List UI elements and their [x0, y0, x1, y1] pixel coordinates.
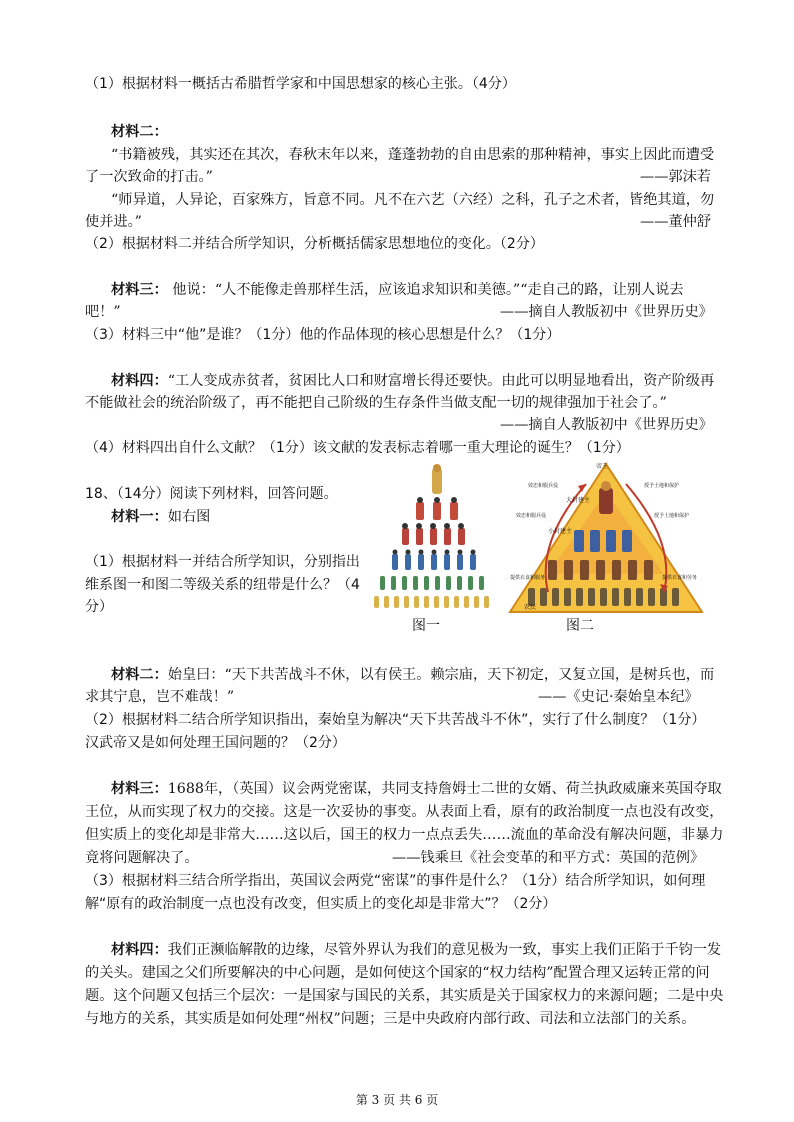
material-2-label: 材料二： [111, 124, 168, 140]
q18-sub1-line-3: 分） [85, 599, 113, 615]
figure-2-note-6: 提供衣食和劳务 [662, 575, 698, 581]
figure-2-label-peasant: 农民 [524, 604, 537, 611]
q18-material-2-source: ——《史记·秦始皇本纪》 [538, 689, 699, 705]
q18-sub3-line-2: 解“原有的政治制度一点也没有改变，但实质上的变化却是非常大”？（2分） [85, 896, 557, 912]
q18-sub2-line-2: 汉武帝又是如何处理王国问题的？（2分） [85, 735, 346, 751]
material-2-line-2: 了一次致命的打击。” [85, 169, 213, 185]
figure-2-note-3: 效忠和服兵役 [516, 513, 547, 519]
q18-material-3-line-3: 但实质上的变化却是非常大……这以后，国王的权力一点点丢失……流血的革命没有解决问题，非暴力 [85, 827, 724, 843]
q18-sub2-line-1: （2）根据材料二结合所学知识指出，秦始皇为解决“天下共苦战斗不休”，实行了什么制度？（1分） [85, 712, 706, 728]
q18-material-3-line-4: 竟将问题解决了。 [85, 850, 199, 866]
material-3-line-1: 材料三： 他说：“人不能像走兽那样生活，应该追求知识和美德。”“走自己的路，让别人说去 [111, 282, 684, 298]
question-2: （2）根据材料二并结合所学知识，分析概括儒家思想地位的变化。（2分） [85, 236, 544, 252]
figure-1-caption: 图一 [412, 618, 440, 634]
figure-2-note-5: 提供衣食和服务 [510, 575, 546, 581]
q18-material-4-line-1: 材料四：我们正濒临解散的边缘，尽管外界认为我们的意见极为一致，事实上我们正陷于千钧一发 [111, 942, 722, 958]
material-4-source: ——摘自人教版初中《世界历史》 [500, 417, 713, 433]
material-3-line-2: 吧！” [85, 304, 121, 320]
figure-1-pyramid-image [372, 462, 502, 612]
q18-sub1-line-1: （1）根据材料一并结合所学知识，分别指出 [85, 554, 360, 570]
figure-2-note-1: 效忠和服兵役 [528, 483, 559, 489]
q18-sub1-line-2: 维系图一和图二等级关系的纽带是什么？（4 [85, 577, 360, 593]
material-2-source-1: ——郭沫若 [640, 169, 711, 185]
question-1: （1）根据材料一概括古希腊哲学家和中国思想家的核心主张。（4分） [85, 76, 516, 92]
figure-2-label-king: 帝王 [596, 463, 609, 470]
q18-material-4-line-2: 的关头。建国之父们所要解决的中心问题，是如何使这个国家的“权力结构”配置合理又运转正常的问 [85, 965, 710, 981]
q18-material-2-line-2: 求其宁息，岂不难哉！” [85, 689, 235, 705]
q18-material-4-line-4: 与地方的关系，其实质是如何处理“州权”问题；三是中央政府内部行政、司法和立法部门的关系。 [85, 1011, 696, 1027]
material-2-source-2: ——董仲舒 [640, 214, 711, 230]
material-2-line-1: “书籍被残，其实还在其次，春秋末年以来，蓬蓬勃勃的自由思索的那种精神，事实上因此而遭受 [111, 147, 715, 163]
question-18-head: 18、（14分）阅读下列材料，回答问题。 [85, 486, 338, 502]
page-footer: 第 3 页 共 6 页 [355, 1093, 439, 1107]
q18-sub3-line-1: （3）根据材料三结合所学指出，英国议会两党“密谋”的事件是什么？（1分）结合所学知识，如何理 [85, 873, 706, 889]
question-4: （4）材料四出自什么文献？（1分）该文献的发表标志着哪一重大理论的诞生？（1分） [85, 440, 630, 456]
q18-material-3-source: ——钱乘旦《社会变革的和平方式：英国的范例》 [392, 850, 705, 866]
material-4-line-2: 不能做社会的统治阶级了，再不能把自己阶级的生存条件当做支配一切的规律强加于社会了。” [85, 395, 667, 411]
material-3-source: ——摘自人教版初中《世界历史》 [500, 304, 713, 320]
q18-material-3-line-1: 材料三：1688年，（英国）议会两党密谋，共同支持詹姆士二世的女婿、荷兰执政威廉来英国夺取 [111, 781, 722, 797]
q18-material-4-line-3: 题。这个问题又包括三个层次：一是国家与国民的关系，其实质是关于国家权力的来源问题；二是中央 [85, 988, 724, 1004]
figure-2-note-4: 授予土地和保护 [654, 513, 690, 519]
material-4-line-1: 材料四：“工人变成赤贫者，贫困比人口和财富增长得还要快。由此可以明显地看出，资产阶级再 [111, 373, 715, 389]
figure-2-note-2: 授予土地和保护 [644, 483, 680, 489]
figure-2-caption: 图二 [566, 618, 594, 634]
figure-2-label-small-lord: 小封建主 [548, 528, 573, 535]
question-3: （3）材料三中“他”是谁？（1分）他的作品体现的核心思想是什么？（1分） [85, 327, 561, 343]
q18-material-2-line-1: 材料二：始皇曰：“天下共苦战斗不休，以有侯王。赖宗庙，天下初定，又复立国，是树兵也，而 [111, 667, 715, 683]
material-2-line-4: 使并进。” [85, 214, 142, 230]
q18-material-3-line-2: 王位，从而实现了权力的交接。这是一次妥协的事变。从表面上看，原有的政治制度一点也没有改变， [85, 804, 724, 820]
q18-material-1: 材料一：如右图 [111, 509, 211, 525]
material-2-line-3: “师异道，人异论，百家殊方，旨意不同。凡不在六艺（六经）之科，孔子之术者，皆绝其道，勿 [111, 192, 715, 208]
figure-2-label-great-lord: 大封建主 [566, 497, 591, 504]
